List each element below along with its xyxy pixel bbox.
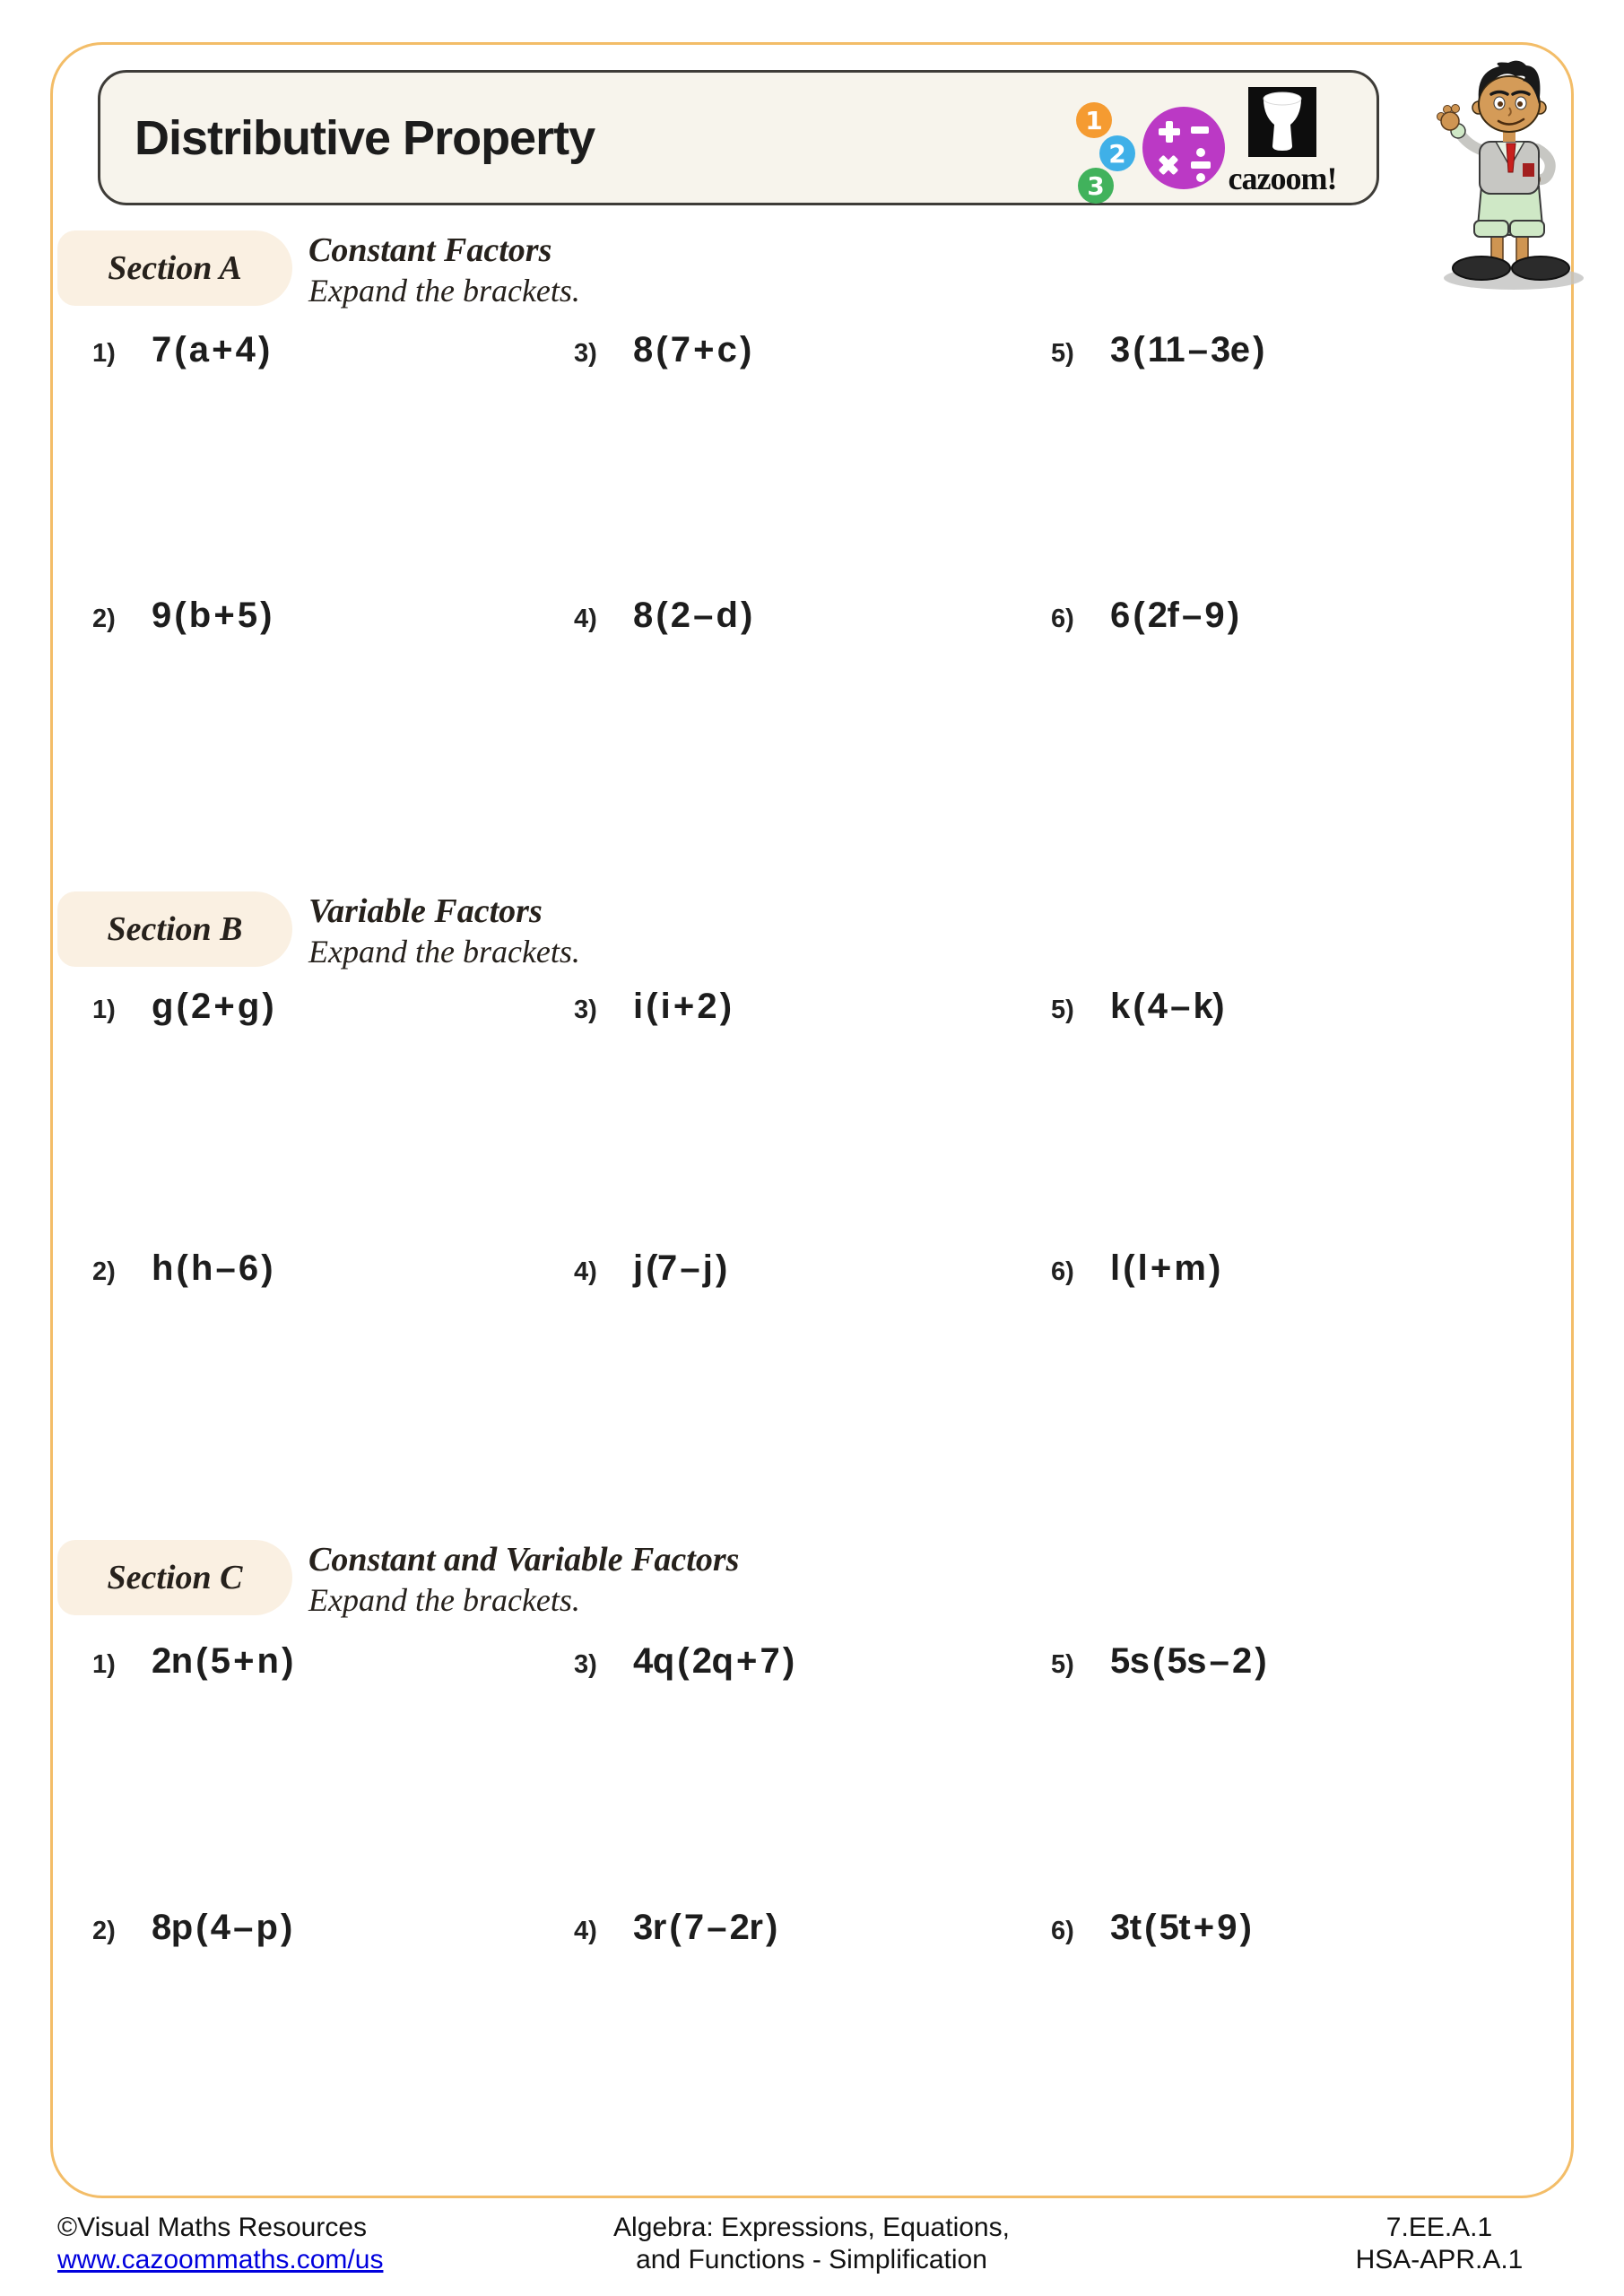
problem-expression: 4q ( 2q + 7 ) xyxy=(633,1641,795,1681)
problem-number: 4) xyxy=(574,604,597,633)
problem-number: 1) xyxy=(92,339,116,368)
problem-c3 xyxy=(574,1641,795,1682)
section-c-heading: Constant and Variable Factors xyxy=(308,1541,740,1578)
problem-number: 6) xyxy=(1051,1917,1074,1945)
problem-a4 xyxy=(574,596,752,636)
problem-number: 6) xyxy=(1051,604,1074,633)
problem-expression: 8 ( 2 – d ) xyxy=(633,596,752,635)
problem-number: 3) xyxy=(574,1650,597,1679)
problem-expression: 8 ( 7 + c ) xyxy=(633,330,751,370)
copyright-text: ©Visual Maths Resources xyxy=(57,2213,368,2242)
problem-expression: 9 ( b + 5 ) xyxy=(152,596,272,635)
section-c-instruction: Expand the brackets. xyxy=(308,1582,580,1618)
problem-a1 xyxy=(92,330,270,370)
problem-expression: 7 ( a + 4 ) xyxy=(152,330,270,370)
problem-number: 2) xyxy=(92,1917,116,1945)
section-b-label: Section B xyxy=(57,891,292,967)
problem-c4 xyxy=(574,1908,777,1948)
website-link[interactable]: www.cazoommaths.com/us xyxy=(57,2245,384,2274)
problem-b1 xyxy=(92,987,274,1027)
problem-number: 5) xyxy=(1051,996,1074,1024)
svg-text:3: 3 xyxy=(1087,171,1105,201)
problem-expression: k ( 4 – k) xyxy=(1110,987,1225,1026)
problem-a2 xyxy=(92,596,272,636)
cazoom-logo xyxy=(1211,87,1354,197)
problem-b6 xyxy=(1051,1248,1220,1289)
numbers-123-icon xyxy=(1067,98,1139,207)
problem-b4 xyxy=(574,1248,727,1289)
standard-code-2: HSA-APR.A.1 xyxy=(1355,2245,1524,2274)
student-mascot-illustration xyxy=(1399,52,1605,299)
problem-number: 3) xyxy=(574,996,597,1024)
problem-expression: 6 ( 2f – 9 ) xyxy=(1110,596,1239,635)
section-a-instruction: Expand the brackets. xyxy=(308,273,580,309)
problem-number: 6) xyxy=(1051,1257,1074,1286)
problem-number: 3) xyxy=(574,339,597,368)
problem-number: 5) xyxy=(1051,339,1074,368)
problem-expression: i ( i + 2 ) xyxy=(633,987,732,1026)
page-title: Distributive Property xyxy=(135,110,595,165)
problem-expression: h ( h – 6 ) xyxy=(152,1248,274,1288)
problem-number: 4) xyxy=(574,1257,597,1286)
section-a-heading: Constant Factors xyxy=(308,231,552,269)
section-b-instruction: Expand the brackets. xyxy=(308,934,580,970)
problem-expression: 3t ( 5t + 9 ) xyxy=(1110,1908,1252,1947)
svg-text:1: 1 xyxy=(1085,106,1103,135)
problem-expression: l ( l + m ) xyxy=(1110,1248,1220,1288)
problem-b3 xyxy=(574,987,732,1027)
problem-b2 xyxy=(92,1248,273,1289)
standard-code-1: 7.EE.A.1 xyxy=(1385,2213,1493,2242)
svg-text:2: 2 xyxy=(1108,139,1126,169)
problem-a5 xyxy=(1051,330,1264,370)
subject-line-2: and Functions - Simplification xyxy=(636,2245,987,2274)
problem-c1 xyxy=(92,1641,293,1682)
cazoom-drum-icon xyxy=(1248,87,1316,157)
problem-a3 xyxy=(574,330,751,370)
problem-expression: 2n ( 5 + n ) xyxy=(152,1641,293,1681)
title-box xyxy=(98,70,1379,205)
page-border-frame xyxy=(50,42,1574,2198)
problem-b5 xyxy=(1051,987,1224,1027)
problem-expression: 8p ( 4 – p ) xyxy=(152,1908,292,1947)
problem-c5 xyxy=(1051,1641,1266,1682)
problem-expression: 3r ( 7 – 2r ) xyxy=(633,1908,777,1947)
problem-number: 1) xyxy=(92,996,116,1024)
cazoom-logo-text: cazoom! xyxy=(1228,161,1337,196)
problem-c6 xyxy=(1051,1908,1251,1948)
problem-expression: g ( 2 + g ) xyxy=(152,987,274,1026)
subject-line-1: Algebra: Expressions, Equations, xyxy=(613,2213,1010,2242)
problem-expression: 3 ( 11 – 3e ) xyxy=(1110,330,1264,370)
problem-c2 xyxy=(92,1908,292,1948)
problem-expression: j (7 – j ) xyxy=(633,1248,727,1288)
problem-number: 5) xyxy=(1051,1650,1074,1679)
section-b-heading: Variable Factors xyxy=(308,892,543,930)
problem-number: 2) xyxy=(92,604,116,633)
problem-number: 4) xyxy=(574,1917,597,1945)
problem-a6 xyxy=(1051,596,1239,636)
problem-number: 1) xyxy=(92,1650,116,1679)
section-c-label: Section C xyxy=(57,1540,292,1615)
problem-number: 2) xyxy=(92,1257,116,1286)
problem-expression: 5s ( 5s – 2 ) xyxy=(1110,1641,1267,1681)
section-a-label: Section A xyxy=(57,230,292,306)
